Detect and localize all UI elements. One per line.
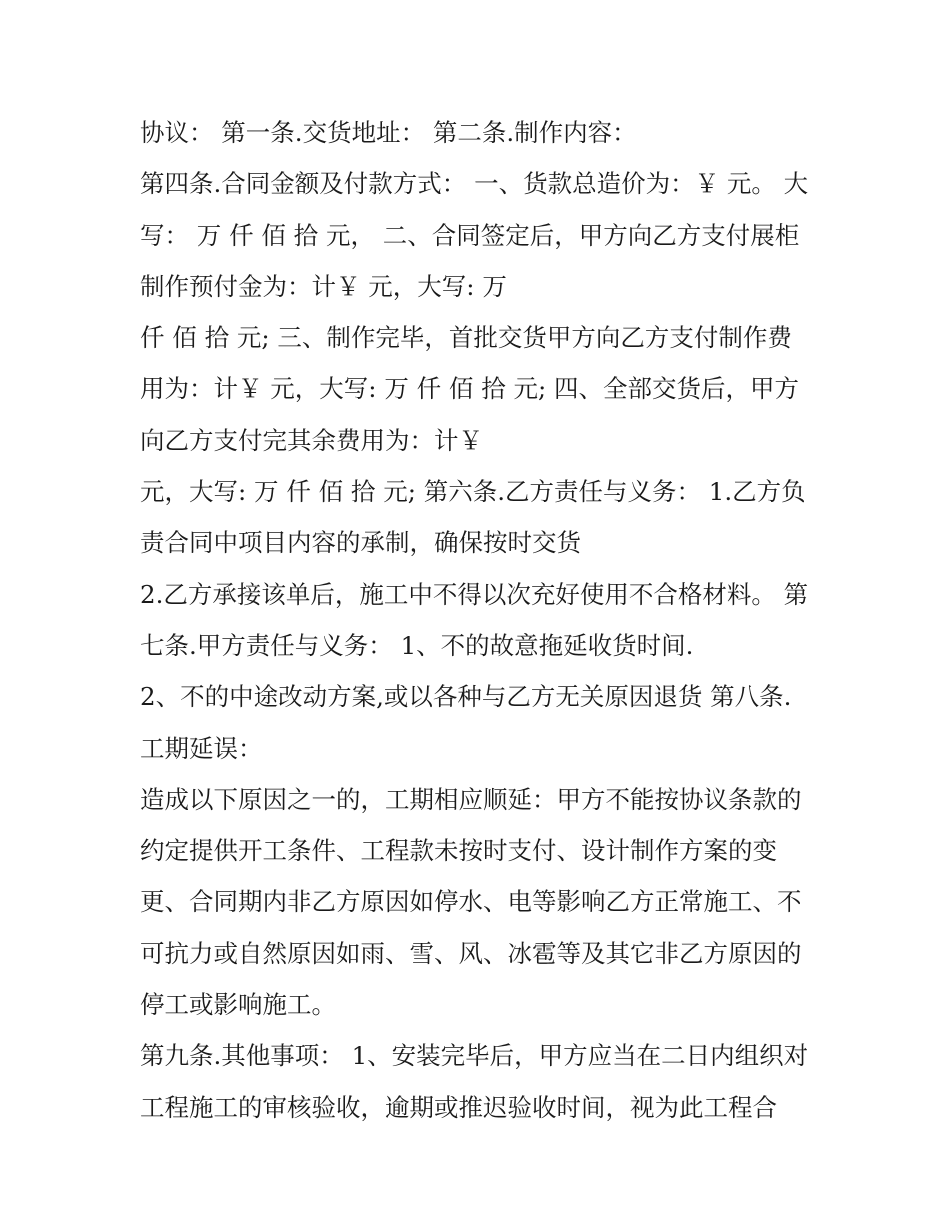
text-line: 2.乙方承接该单后，施工中不得以次充好使用不合格材料。 第 bbox=[140, 579, 809, 609]
text-line: 可抗力或自然原因如雨、雪、风、冰雹等及其它非乙方原因的 bbox=[140, 938, 802, 968]
text-line: 七条.甲方责任与义务： 1、不的故意拖延收货时间. bbox=[140, 630, 694, 660]
text-line: 约定提供开工条件、工程款未按时支付、设计制作方案的变 bbox=[140, 836, 777, 866]
text-line: 责合同中项目内容的承制，确保按时交货 bbox=[140, 528, 581, 558]
text-line: 第四条.合同金额及付款方式： 一、货款总造价为：￥ 元。 大 bbox=[140, 169, 809, 199]
text-line: 协议： 第一条.交货地址： 第二条.制作内容： bbox=[140, 118, 637, 147]
text-line: 用为：计￥ 元，大写: 万 仟 佰 拾 元; 四、全部交货后，甲方 bbox=[140, 374, 800, 404]
text-line: 造成以下原因之一的，工期相应顺延：甲方不能按协议条款的 bbox=[140, 784, 802, 814]
text-line: 停工或影响施工。 bbox=[140, 990, 336, 1020]
contract-text-block bbox=[140, 107, 830, 1133]
text-line: 写： 万 仟 佰 拾 元， 二、合同签定后，甲方向乙方支付展柜 bbox=[140, 220, 800, 250]
text-line: 元，大写: 万 仟 佰 拾 元; 第六条.乙方责任与义务： 1.乙方负 bbox=[140, 477, 806, 507]
text-line: 2、不的中途改动方案,或以各种与乙方无关原因退货 第八条. bbox=[140, 682, 792, 712]
text-line: 工程施工的审核验收，逾期或推迟验收时间，视为此工程合 bbox=[140, 1092, 777, 1122]
text-line: 第九条.其他事项： 1、安装完毕后，甲方应当在二日内组织对 bbox=[140, 1041, 809, 1071]
text-line: 向乙方支付完其余费用为：计￥ bbox=[140, 425, 483, 455]
text-line: 仟 佰 拾 元; 三、制作完毕，首批交货甲方向乙方支付制作费 bbox=[140, 323, 792, 353]
text-line: 制作预付金为：计￥ 元，大写: 万 bbox=[140, 271, 507, 301]
text-line: 工期延误： bbox=[140, 733, 263, 763]
text-line: 更、合同期内非乙方原因如停水、电等影响乙方正常施工、不 bbox=[140, 887, 802, 917]
